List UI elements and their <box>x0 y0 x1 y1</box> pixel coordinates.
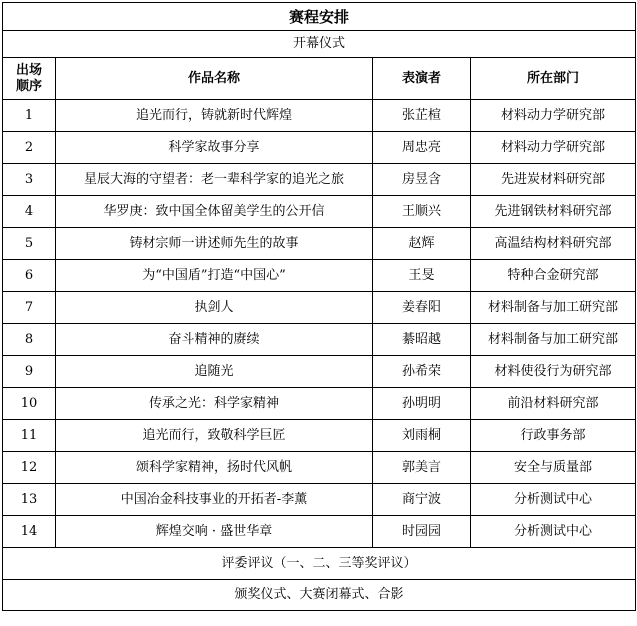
schedule-body <box>3 3 636 611</box>
schedule-table <box>2 2 636 611</box>
performer-cell: 房昱含 <box>373 164 471 196</box>
order-cell: 12 <box>3 452 56 484</box>
order-cell: 3 <box>3 164 56 196</box>
table-row <box>3 452 636 484</box>
performer-cell: 张芷楦 <box>373 100 471 132</box>
department-cell: 材料动力学研究部 <box>471 100 636 132</box>
work-cell: 颂科学家精神，扬时代风帆 <box>56 452 373 484</box>
order-cell: 2 <box>3 132 56 164</box>
work-cell: 追光而行，致敬科学巨匠 <box>56 420 373 452</box>
table-row <box>3 292 636 324</box>
department-cell: 分析测试中心 <box>471 484 636 516</box>
table-row <box>3 260 636 292</box>
performer-cell: 时园园 <box>373 516 471 548</box>
department-cell: 先进炭材料研究部 <box>471 164 636 196</box>
department-cell: 前沿材料研究部 <box>471 388 636 420</box>
order-cell: 5 <box>3 228 56 260</box>
schedule-title: 赛程安排 <box>3 3 636 31</box>
performer-cell: 商宁波 <box>373 484 471 516</box>
performer-cell: 郭美言 <box>373 452 471 484</box>
department-cell: 先进钢铁材料研究部 <box>471 196 636 228</box>
table-row <box>3 388 636 420</box>
order-cell: 13 <box>3 484 56 516</box>
work-cell: 辉煌交响 · 盛世华章 <box>56 516 373 548</box>
department-cell: 材料制备与加工研究部 <box>471 292 636 324</box>
order-cell: 10 <box>3 388 56 420</box>
performer-header: 表演者 <box>373 58 471 100</box>
performer-cell: 刘雨桐 <box>373 420 471 452</box>
performer-cell: 王顺兴 <box>373 196 471 228</box>
work-cell: 中国冶金科技事业的开拓者-李薰 <box>56 484 373 516</box>
work-cell: 铸材宗师一讲述师先生的故事 <box>56 228 373 260</box>
order-cell: 6 <box>3 260 56 292</box>
table-row <box>3 420 636 452</box>
department-cell: 特种合金研究部 <box>471 260 636 292</box>
performer-cell: 綦昭越 <box>373 324 471 356</box>
table-row <box>3 164 636 196</box>
table-row <box>3 324 636 356</box>
table-row <box>3 196 636 228</box>
order-cell: 11 <box>3 420 56 452</box>
performer-cell: 赵辉 <box>373 228 471 260</box>
order-cell: 8 <box>3 324 56 356</box>
work-cell: 追光而行，铸就新时代辉煌 <box>56 100 373 132</box>
department-cell: 高温结构材料研究部 <box>471 228 636 260</box>
work-header: 作品名称 <box>56 58 373 100</box>
work-cell: 追随光 <box>56 356 373 388</box>
work-cell: 为“中国盾”打造“中国心” <box>56 260 373 292</box>
performer-cell: 孙明明 <box>373 388 471 420</box>
judging-session: 评委评议（一、二、三等奖评议） <box>3 548 636 580</box>
department-cell: 材料制备与加工研究部 <box>471 324 636 356</box>
table-row <box>3 100 636 132</box>
performer-cell: 孙希荣 <box>373 356 471 388</box>
order-cell: 7 <box>3 292 56 324</box>
order-header <box>3 58 56 100</box>
department-cell: 材料使役行为研究部 <box>471 356 636 388</box>
table-row <box>3 132 636 164</box>
work-cell: 传承之光：科学家精神 <box>56 388 373 420</box>
department-cell: 行政事务部 <box>471 420 636 452</box>
closing-ceremony: 颁奖仪式、大赛闭幕式、合影 <box>3 580 636 611</box>
department-cell: 安全与质量部 <box>471 452 636 484</box>
work-cell: 奋斗精神的赓续 <box>56 324 373 356</box>
work-cell: 华罗庚：致中国全体留美学生的公开信 <box>56 196 373 228</box>
table-row <box>3 484 636 516</box>
table-row <box>3 516 636 548</box>
order-cell: 1 <box>3 100 56 132</box>
department-header: 所在部门 <box>471 58 636 100</box>
performer-cell: 姜春阳 <box>373 292 471 324</box>
department-cell: 分析测试中心 <box>471 516 636 548</box>
order-header-line2: 顺序 <box>15 78 42 94</box>
order-header-line1: 出场 <box>15 62 42 78</box>
work-cell: 星辰大海的守望者：老一辈科学家的追光之旅 <box>56 164 373 196</box>
performer-cell: 周忠亮 <box>373 132 471 164</box>
department-cell: 材料动力学研究部 <box>471 132 636 164</box>
work-cell: 科学家故事分享 <box>56 132 373 164</box>
table-row <box>3 228 636 260</box>
header-row <box>3 58 636 100</box>
order-cell: 14 <box>3 516 56 548</box>
opening-ceremony: 开幕仪式 <box>3 31 636 58</box>
order-cell: 4 <box>3 196 56 228</box>
order-cell: 9 <box>3 356 56 388</box>
table-row <box>3 356 636 388</box>
performer-cell: 王旻 <box>373 260 471 292</box>
work-cell: 执剑人 <box>56 292 373 324</box>
